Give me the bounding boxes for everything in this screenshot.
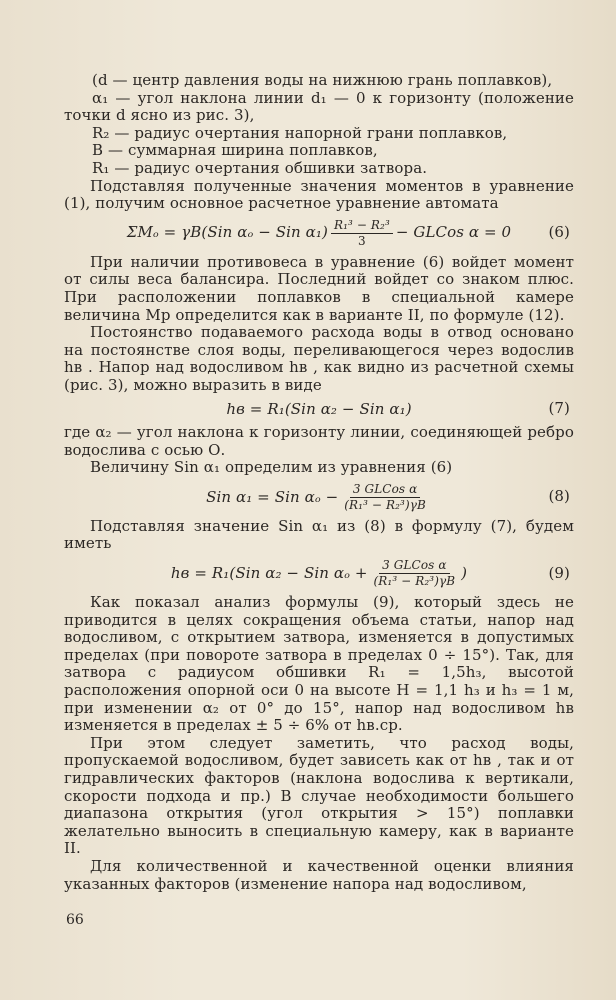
- eq6-right: − GLCos α = 0: [395, 223, 512, 242]
- eq7-text: hв = R₁(Sin α₂ − Sin α₁): [226, 399, 412, 418]
- paragraph-8: При этом следует заметить, что расход воды, пропускаемой водосливом, будет зависеть как от hв , так и от гидравлических факторов (наклона водослива к вертикали, скорости подхода и пр.) В случае необходимости большего диапазона открытия (угол открытия > 15°) поплавки желательно выносить в специальную камеру, как в варианте II.: [64, 733, 574, 858]
- definition-line-5: R₁ — радиус очертания обшивки затвора.: [92, 158, 428, 177]
- eq9-right: ): [461, 563, 468, 582]
- eq6-number: (6): [548, 223, 570, 242]
- eq8-frac-num: 3 GLCos α: [350, 483, 420, 498]
- eq9-fraction: [371, 559, 459, 588]
- definition-line-1: (d — центр давления воды на нижнюю грань поплавков),: [92, 71, 553, 89]
- paragraph-6: Подставляя значение Sin α₁ из (8) в формулу (7), будем иметь: [64, 516, 574, 553]
- equation-9: [64, 559, 574, 588]
- eq6-left: ΣMₒ = γB(Sin αₒ − Sin α₁): [126, 223, 328, 242]
- eq8-frac-den: (R₁³ − R₂³)γB: [344, 497, 426, 512]
- eq9-frac-num: 3 GLCos α: [379, 559, 449, 574]
- eq6-frac-den: 3: [358, 233, 366, 248]
- definition-line-4: B — суммарная ширина поплавков,: [92, 141, 378, 160]
- definition-line-2: α₁ — угол наклона линии d₁ — 0 к горизонту (положение точки d ясно из рис. 3),: [64, 88, 574, 125]
- eq6-fraction: [331, 219, 393, 248]
- eq9-left: hв = R₁(Sin α₂ − Sin αₒ +: [170, 563, 368, 582]
- eq9-number: (9): [548, 563, 570, 582]
- page-text: [64, 72, 574, 893]
- equation-6: [64, 219, 574, 248]
- eq8-fraction: [341, 483, 429, 512]
- eq7-number: (7): [548, 399, 570, 418]
- page-number: 66: [66, 912, 84, 928]
- paragraph-7: Как показал анализ формулы (9), который здесь не приводится в целях сокращения объема статьи, напор над водосливом, с открытием затвора, изменяется в допустимых пределах (при повороте затвора в пределах 0 ÷ 15°). Так, для затвора с радиусом обшивки R₁ = 1,5h₃, высотой расположения опорной оси 0 на высоте H = 1,1 h₃ и h₃ = 1 м, при изменении α₂ от 0° до 15°, напор над водосливом hв изменяется в пределах ± 5 ÷ 6% от hв.ср.: [64, 593, 574, 735]
- equation-8: [64, 483, 574, 512]
- equation-7: [64, 401, 574, 419]
- eq6-frac-num: R₁³ − R₂³: [331, 219, 393, 234]
- eq9-frac-den: (R₁³ − R₂³)γB: [373, 574, 456, 589]
- definition-line-3: R₂ — радиус очертания напорной грани поплавков,: [92, 123, 508, 142]
- paragraph-1: Подставляя полученные значения моментов в уравнение (1), получим основное расчетное уравнение автомата: [64, 176, 574, 213]
- paragraph-3: Постоянство подаваемого расхода воды в отвод основано на постоянстве слоя воды, переливающегося через водослив hв . Напор над водосливом hв , как видно из расчетной схемы (рис. 3), можно выразить в виде: [64, 323, 574, 394]
- paragraph-5: Величину Sin α₁ определим из уравнения (6): [90, 458, 453, 477]
- paragraph-9: Для количественной и качественной оценки влияния указанных факторов (изменение напора над водосливом,: [64, 856, 574, 893]
- paragraph-2: При наличии противовеса в уравнение (6) войдет момент от силы веса балансира. Последний войдет со знаком плюс. При расположении поплавков в специальной камере величина Mр определится как в варианте II, по формуле (12).: [64, 252, 574, 324]
- paragraph-4: где α₂ — угол наклона к горизонту линии, соединяющей ребро водослива с осью О.: [64, 423, 574, 459]
- eq8-left: Sin α₁ = Sin αₒ −: [206, 487, 339, 506]
- eq8-number: (8): [548, 487, 570, 506]
